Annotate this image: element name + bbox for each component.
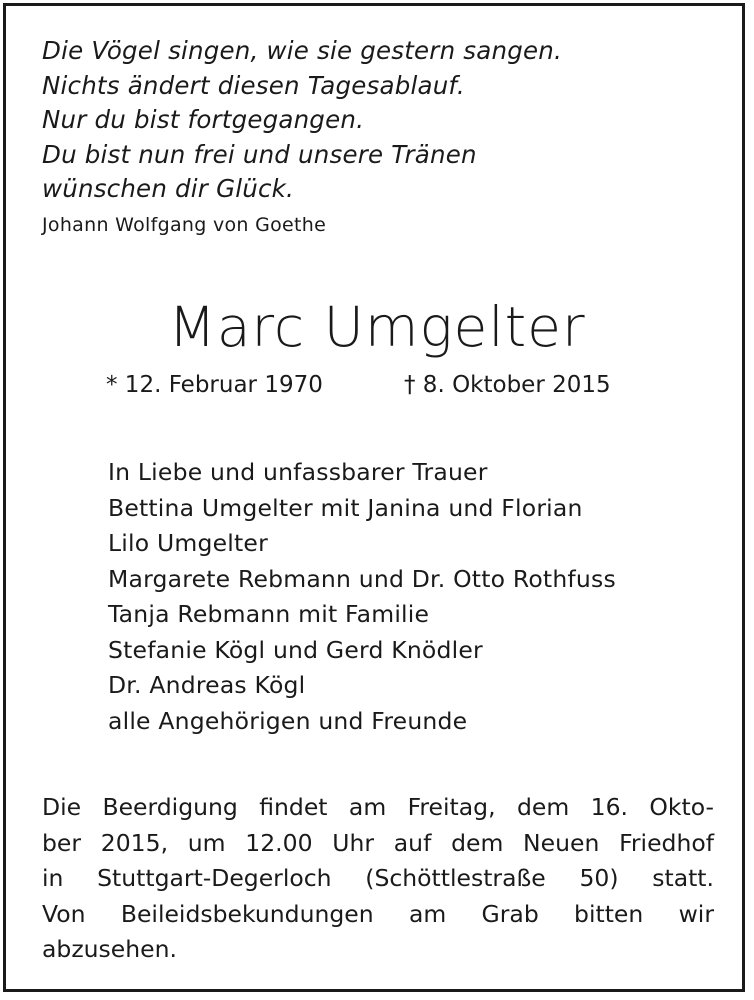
deceased-name: Marc Umgelter [168, 295, 586, 359]
poem-line: Du bist nun frei und unsere Tränen [42, 139, 477, 169]
mourner-line: Tanja Rebmann mit Familie [108, 600, 430, 628]
mourner-line: Dr. Andreas Kögl [108, 671, 306, 699]
notice-line: in Stuttgart-Degerloch (Schöttlestraße 50) statt. [42, 864, 714, 892]
funeral-notice [42, 790, 714, 968]
poem-line: Die Vögel singen, wie sie gestern sangen. [42, 36, 562, 65]
death-date: † 8. Oktober 2015 [404, 372, 611, 398]
mourner-line: alle Angehörigen und Freunde [108, 706, 468, 735]
notice-line: Die Beerdigung findet am Freitag, dem 16. Okto- [42, 793, 714, 821]
poem-line: wünschen dir Glück. [42, 174, 295, 203]
poem-author: Johann Wolfgang von Goethe [42, 213, 327, 236]
birth-date: * 12. Februar 1970 [106, 372, 323, 398]
poem-line: Nichts ändert diesen Tagesablauf. [42, 70, 465, 100]
mourners-list [108, 455, 748, 739]
notice-line: Von Beileidsbekundungen am Grab bitten wir [42, 899, 714, 928]
mourner-line: Margarete Rebmann und Dr. Otto Rothfuss [108, 564, 616, 593]
mourner-line: Bettina Umgelter mit Janina und Florian [108, 493, 583, 522]
mourner-line: In Liebe und unfassbarer Trauer [108, 458, 488, 486]
notice-line: ber 2015, um 12.00 Uhr auf dem Neuen Friedhof [42, 828, 714, 857]
poem [42, 34, 702, 239]
mourner-line: Lilo Umgelter [108, 529, 268, 557]
poem-line: Nur du bist fortgegangen. [42, 105, 365, 134]
mourner-line: Stefanie Kögl und Gerd Knödler [108, 635, 483, 664]
notice-line: abzusehen. [42, 935, 177, 963]
